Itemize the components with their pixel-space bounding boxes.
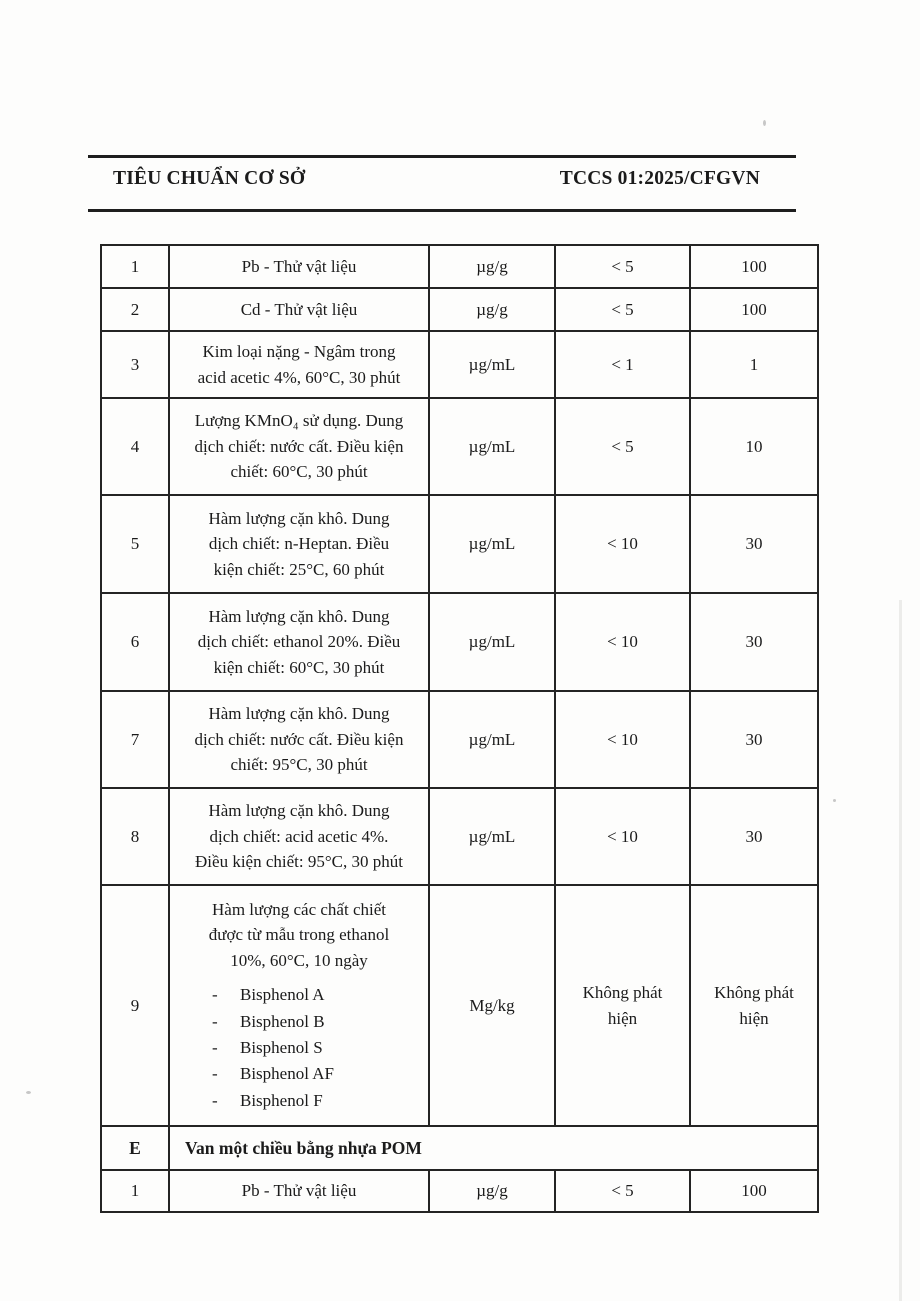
limit-cell: < 5 xyxy=(555,288,690,331)
value-cell: 30 xyxy=(690,593,818,691)
standard-code: TCCS 01:2025/CFGVN xyxy=(559,168,760,189)
description-line: dịch chiết: n-Heptan. Điều xyxy=(208,534,390,554)
value-cell: 30 xyxy=(690,788,818,885)
dash-bullet: - xyxy=(212,1090,218,1110)
description-line: dịch chiết: nước cất. Điều kiện xyxy=(194,729,404,749)
table-row xyxy=(101,331,818,398)
description-line: Pb - Thử vật liệu xyxy=(241,1181,357,1201)
value-cell: 30 xyxy=(690,691,818,788)
value-cell: 1 xyxy=(690,331,818,398)
unit-cell: µg/mL xyxy=(429,593,555,691)
description-line: Hàm lượng cặn khô. Dung xyxy=(208,704,390,724)
page-header xyxy=(88,168,796,190)
section-row xyxy=(101,1126,818,1170)
value-cell: 100 xyxy=(690,288,818,331)
description-list xyxy=(180,982,418,1114)
scan-edge-artifact xyxy=(899,600,902,1301)
description-list-item xyxy=(212,982,418,1008)
dash-bullet: - xyxy=(212,1038,218,1058)
table-row xyxy=(101,398,818,495)
description-line: dịch chiết: nước cất. Điều kiện xyxy=(194,436,404,456)
description-line: kiện chiết: 25°C, 60 phút xyxy=(213,559,385,579)
limit-cell: < 10 xyxy=(555,788,690,885)
unit-cell: µg/mL xyxy=(429,495,555,593)
list-item-label: Bisphenol B xyxy=(240,1011,325,1031)
description-list-item xyxy=(212,1009,418,1035)
row-number-cell: 6 xyxy=(101,593,169,691)
row-number-cell: E xyxy=(101,1126,169,1170)
description-cell xyxy=(169,788,429,885)
description-line: Điều kiện chiết: 95°C, 30 phút xyxy=(195,852,403,872)
description-line: Kim loại nặng - Ngâm trong xyxy=(202,342,396,361)
dash-bullet: - xyxy=(212,1011,218,1031)
list-item-label: Bisphenol S xyxy=(240,1038,323,1058)
description-line: Hàm lượng cặn khô. Dung xyxy=(208,508,390,528)
description-line: Cd - Thử vật liệu xyxy=(240,299,358,319)
description-list-item xyxy=(212,1035,418,1061)
description-line: 10%, 60°C, 10 ngày xyxy=(230,950,368,970)
document-title: TIÊU CHUẨN CƠ SỞ xyxy=(113,168,306,189)
table-row xyxy=(101,788,818,885)
limit-cell: < 10 xyxy=(555,593,690,691)
specification-table-body xyxy=(101,245,818,1212)
value-cell: 10 xyxy=(690,398,818,495)
unit-cell: µg/mL xyxy=(429,331,555,398)
table-row xyxy=(101,885,818,1126)
value-cell: Không phát hiện xyxy=(690,885,818,1126)
list-item-label: Bisphenol A xyxy=(240,985,325,1005)
description-list-item xyxy=(212,1061,418,1087)
row-number-cell: 4 xyxy=(101,398,169,495)
description-line: Hàm lượng cặn khô. Dung xyxy=(208,801,390,821)
description-line: Hàm lượng các chất chiết xyxy=(212,899,386,919)
limit-cell: < 10 xyxy=(555,495,690,593)
scan-speck xyxy=(26,1091,31,1094)
description-line: Pb - Thử vật liệu xyxy=(241,256,357,276)
row-number-cell: 3 xyxy=(101,331,169,398)
description-cell xyxy=(169,691,429,788)
description-line: Hàm lượng cặn khô. Dung xyxy=(208,606,390,626)
description-line: dịch chiết: ethanol 20%. Điều xyxy=(197,632,401,652)
description-line: chiết: 60°C, 30 phút xyxy=(230,462,368,482)
row-number-cell: 1 xyxy=(101,1170,169,1212)
row-number-cell: 7 xyxy=(101,691,169,788)
row-number-cell: 1 xyxy=(101,245,169,288)
description-line: chiết: 95°C, 30 phút xyxy=(230,755,368,775)
table-row xyxy=(101,691,818,788)
table-row xyxy=(101,288,818,331)
table-row xyxy=(101,1170,818,1212)
value-cell: 100 xyxy=(690,1170,818,1212)
unit-cell: µg/mL xyxy=(429,398,555,495)
value-cell: 30 xyxy=(690,495,818,593)
limit-cell: < 5 xyxy=(555,245,690,288)
table-row xyxy=(101,495,818,593)
description-cell xyxy=(169,398,429,495)
scan-speck xyxy=(763,120,766,126)
limit-cell: < 1 xyxy=(555,331,690,398)
description-cell xyxy=(169,885,429,1126)
row-number-cell: 9 xyxy=(101,885,169,1126)
value-cell: 100 xyxy=(690,245,818,288)
limit-cell: < 5 xyxy=(555,398,690,495)
row-number-cell: 2 xyxy=(101,288,169,331)
limit-cell: < 10 xyxy=(555,691,690,788)
description-cell xyxy=(169,593,429,691)
row-number-cell: 8 xyxy=(101,788,169,885)
limit-cell: Không phát hiện xyxy=(555,885,690,1126)
description-cell xyxy=(169,331,429,398)
unit-cell: µg/mL xyxy=(429,691,555,788)
unit-cell: µg/g xyxy=(429,1170,555,1212)
description-line: kiện chiết: 60°C, 30 phút xyxy=(213,657,385,677)
description-cell xyxy=(169,495,429,593)
unit-cell: µg/mL xyxy=(429,788,555,885)
description-line: Lượng KMnO₄ sử dụng. Dung xyxy=(194,411,404,431)
description-line: acid acetic 4%, 60°C, 30 phút xyxy=(197,367,401,387)
description-cell xyxy=(169,245,429,288)
header-rule-bottom xyxy=(88,209,796,212)
unit-cell: µg/g xyxy=(429,245,555,288)
description-cell xyxy=(169,1170,429,1212)
description-line: dịch chiết: acid acetic 4%. xyxy=(209,826,389,846)
limit-cell: < 5 xyxy=(555,1170,690,1212)
dash-bullet: - xyxy=(212,985,218,1005)
scan-speck xyxy=(833,799,836,802)
list-item-label: Bisphenol F xyxy=(240,1090,323,1110)
description-list-item xyxy=(212,1088,418,1114)
dash-bullet: - xyxy=(212,1064,218,1084)
unit-cell: µg/g xyxy=(429,288,555,331)
section-title-cell: Van một chiều bằng nhựa POM xyxy=(169,1126,818,1170)
description-line: được từ mẫu trong ethanol xyxy=(208,925,390,945)
row-number-cell: 5 xyxy=(101,495,169,593)
unit-cell: Mg/kg xyxy=(429,885,555,1126)
specification-table xyxy=(100,244,819,1213)
header-rule-top xyxy=(88,155,796,158)
table-row xyxy=(101,593,818,691)
list-item-label: Bisphenol AF xyxy=(240,1064,334,1084)
description-cell xyxy=(169,288,429,331)
table-row xyxy=(101,245,818,288)
